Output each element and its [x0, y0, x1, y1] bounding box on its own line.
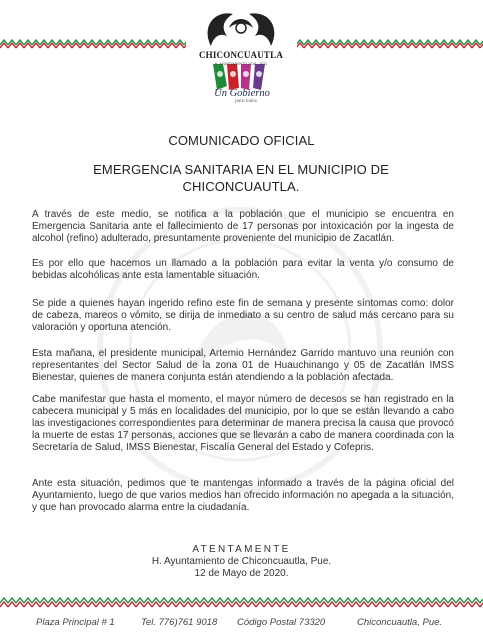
- slogan: Un Gobierno: [214, 88, 270, 99]
- footer-postal-code: Código Postal 73320: [237, 617, 326, 628]
- footer-address: Plaza Principal # 1: [36, 617, 115, 628]
- document-subheading: EMERGENCIA SANITARIA EN EL MUNICIPIO DE CHICONCUAUTLA.: [93, 162, 389, 194]
- paragraph: Esta mañana, el presidente municipal, Artemio Hernández Garrido mantuvo una reunión con representantes del Sector Salud de la zona 01 de Huauchinango y 05 de Zacatlán IMSS Bienestar, quienes de manera conjunta están atendiendo a la población afectada.: [32, 348, 454, 383]
- administration-period: H. AYUNTAMIENTO 2018 - 2021: [214, 62, 268, 66]
- footer: [0, 617, 483, 631]
- paragraph: Se pide a quienes hayan ingerido refino este fin de semana y presente síntomas como: dolor de cabeza, mareos o vómito, se dirija de inmediato a su centro de salud más cercano para su valoración y oportuna atención.: [32, 298, 454, 333]
- document-heading: COMUNICADO OFICIAL: [168, 133, 315, 148]
- paragraph: Cabe manifestar que hasta el momento, el mayor número de decesos se han registrado en la cabecera municipal y 5 más en localidades del municipio, por lo que se están llevando a cabo las investigaciones correspondientes para determinar de manera precisa la causa que provocó la muerte de estas 17 personas, acciones que se llevarán a cabo de manera coordinada con la Secretaría de Salud, IMSS Bienestar, Fiscalía General del Estado y Cofepris.: [32, 394, 454, 453]
- closing-salutation: ATENTAMENTE: [192, 544, 291, 555]
- paragraph: Es por ello que hacemos un llamado a la población para evitar la venta y/o consumo de bebidas alcohólicas ante esta lamentable situación.: [32, 258, 454, 281]
- closing-signer: H. Ayuntamiento de Chiconcuautla, Pue.: [151, 556, 332, 567]
- slogan-subtitle: para todos: [235, 99, 257, 104]
- bottom-decorative-band: [0, 596, 483, 610]
- footer-phone: Tel. 776)761 9018: [141, 617, 218, 628]
- municipality-name: CHICONCUAUTLA: [198, 50, 284, 60]
- footer-city: Chiconcuautla, Pue.: [357, 617, 443, 628]
- paragraph: Ante esta situación, pedimos que te mantengas informado a través de la página oficial del Ayuntamiento, luego de que varios medios han ofrecido información no apegada a la situación, y que han provocado alarma entre la ciudadanía.: [32, 478, 454, 513]
- paragraph: A través de este medio, se notifica a la población que el municipio se encuentra en Emergencia Sanitaria ante el fallecimiento de 17 personas por intoxicación por la ingesta de alcohol (refino) adulterado, presuntamente proveniente del municipio de Zacatlán.: [32, 209, 454, 244]
- closing-date: 12 de Mayo de 2020.: [194, 568, 289, 579]
